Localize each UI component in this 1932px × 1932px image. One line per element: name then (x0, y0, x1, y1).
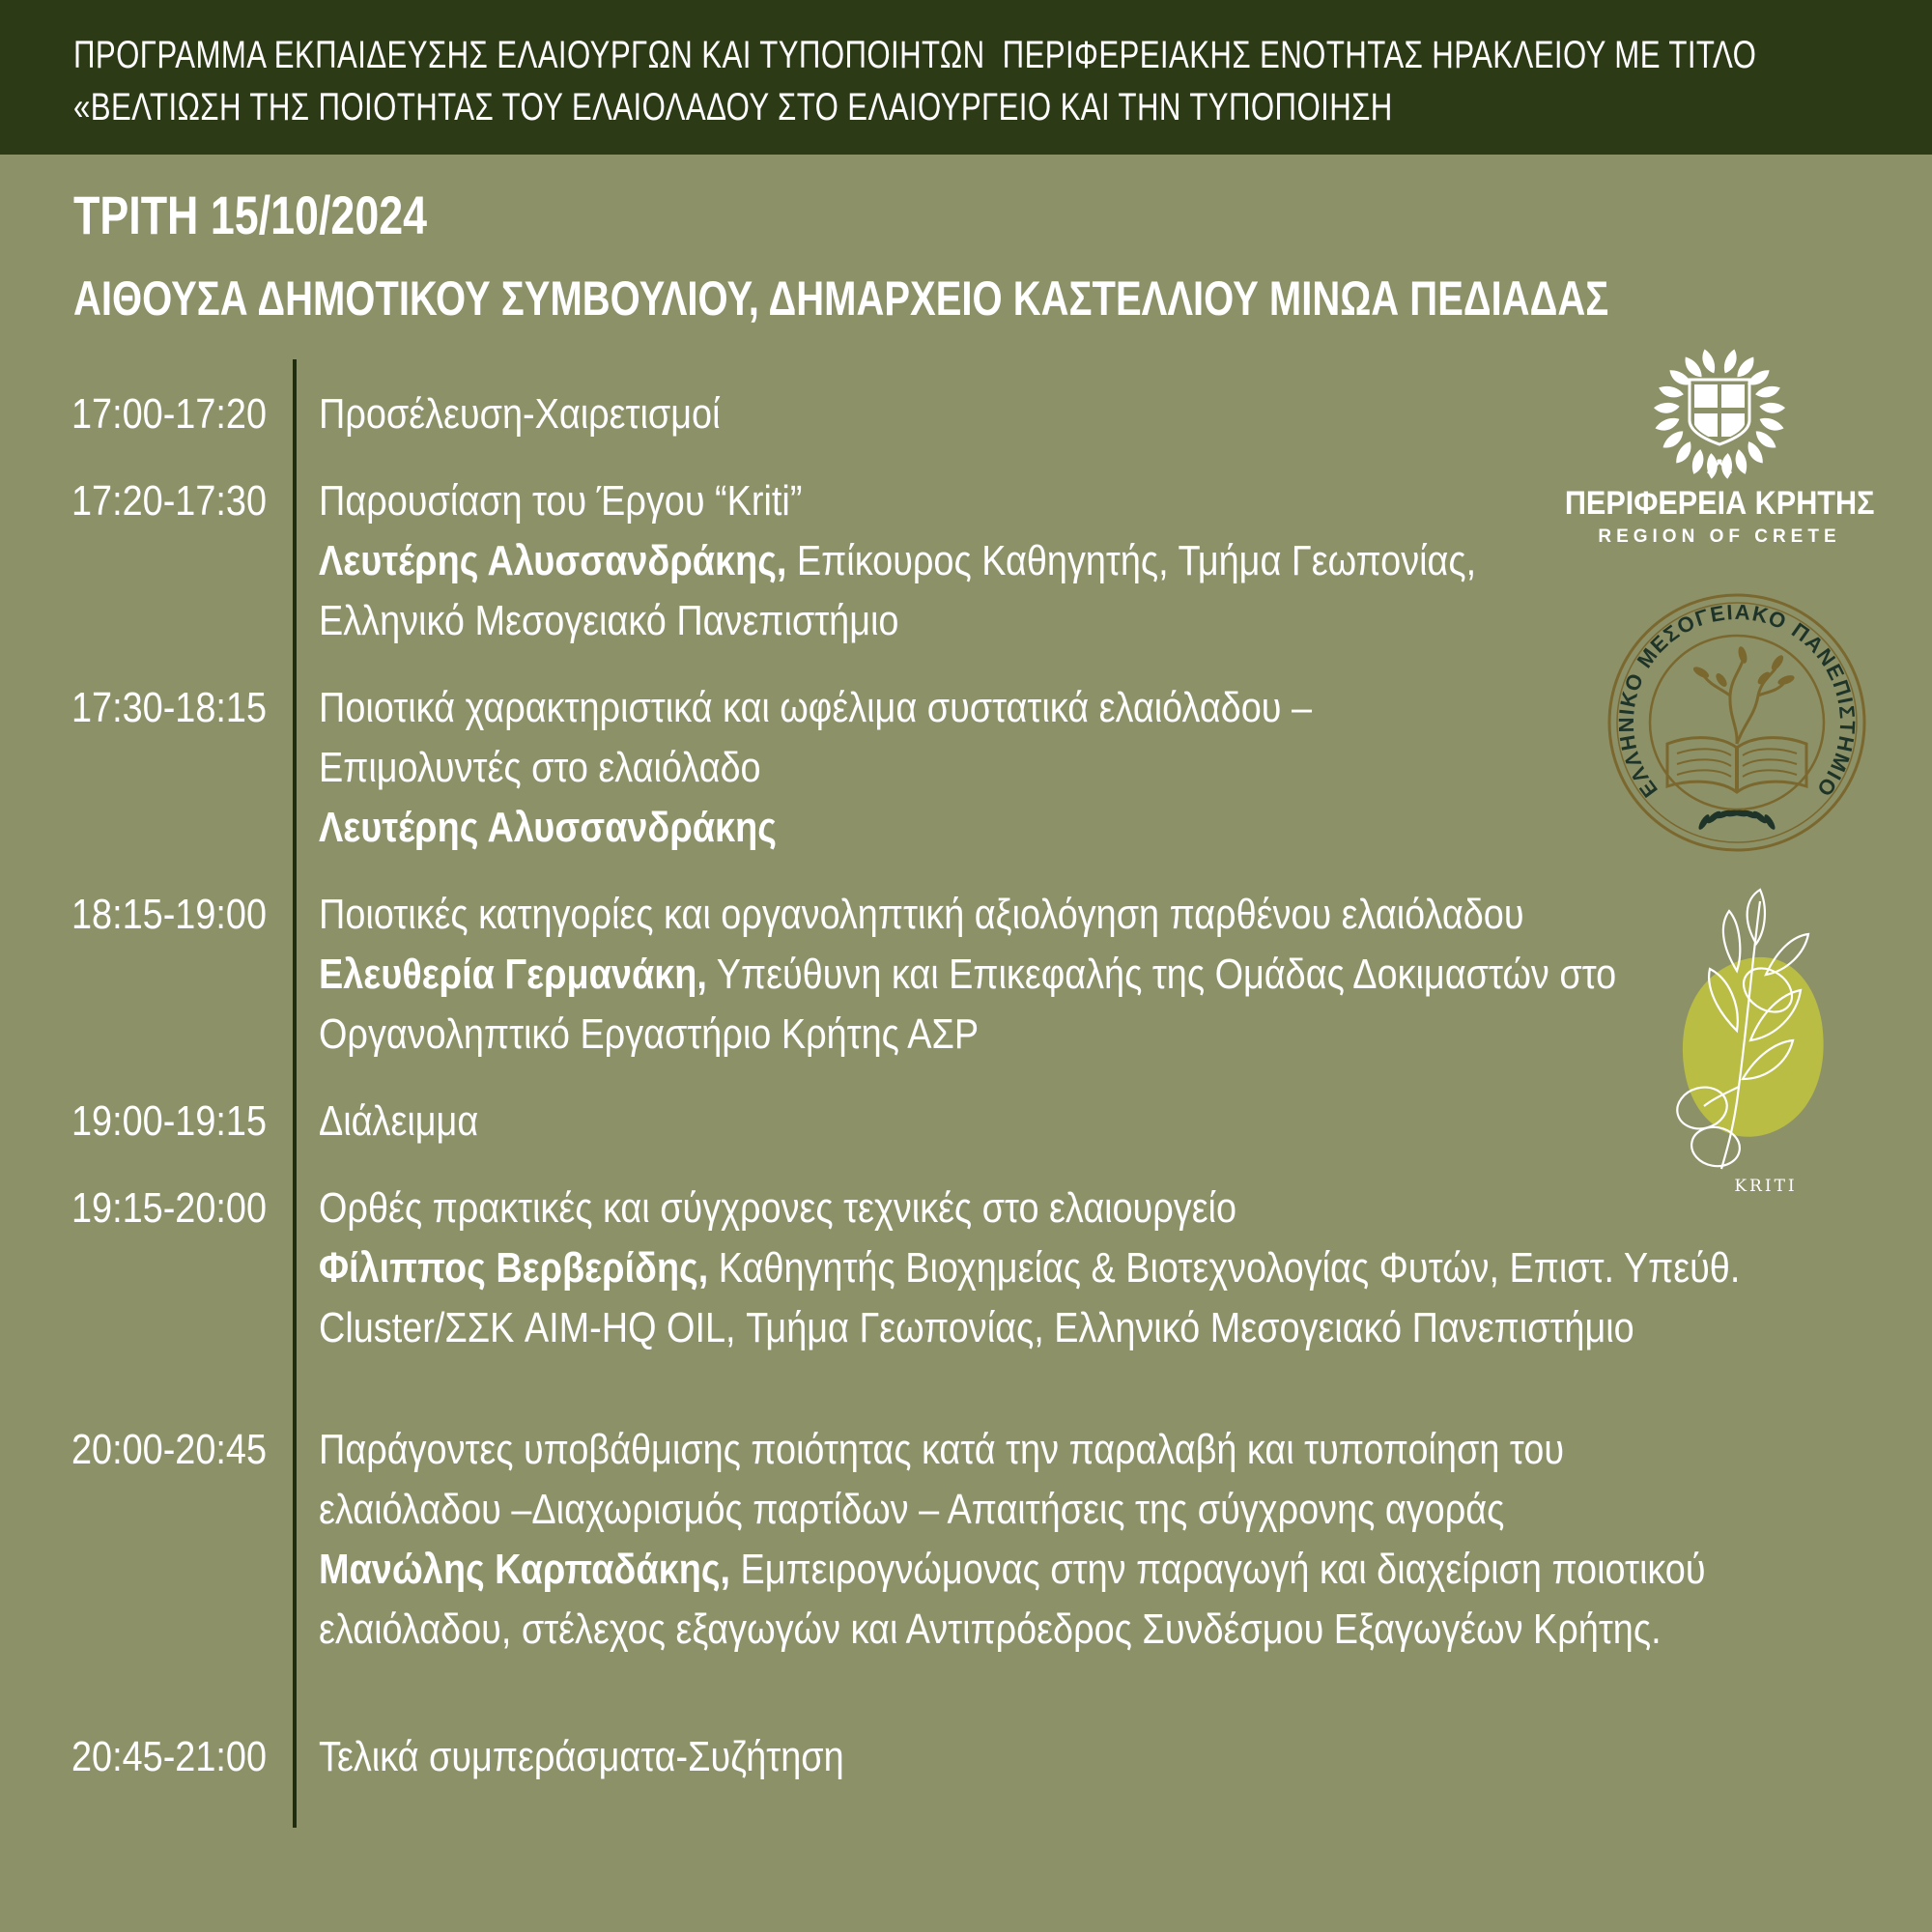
region-of-crete-title-text: ΠΕΡΙΦΕΡΕΙΑ ΚΡΗΤΗΣ (1564, 485, 1875, 522)
session-line (319, 1727, 1893, 1787)
session-line (319, 1540, 1931, 1600)
tree-book-seal-icon (1602, 587, 1872, 858)
program-title-line2 (73, 81, 1932, 133)
speaker-name: Λευτέρης Αλυσσανδράκης, (319, 537, 787, 584)
session-time: 20:00-20:45 (71, 1426, 267, 1473)
session-content (319, 1420, 1931, 1660)
session-row (0, 1727, 1893, 1787)
session-time: 17:30-18:15 (71, 684, 267, 731)
university-seal-text: ΕΛΛΗΝΙΚΟ ΜΕΣΟΓΕΙΑΚΟ ΠΑΝΕΠΙΣΤΗΜΙΟ (1613, 599, 1861, 803)
region-of-crete-subtitle: REGION OF CRETE (1598, 526, 1841, 547)
session-time: 17:00-17:20 (71, 390, 267, 438)
speaker-name: Φίλιππος Βερβερίδης, (319, 1244, 709, 1292)
event-venue-heading (73, 270, 1932, 327)
session-text: Παρουσίαση του Έργου “Kriti” (319, 477, 803, 525)
session-text: Υπεύθυνη και Επικεφαλής της Ομάδας Δοκιμαστών στο (706, 951, 1617, 998)
session-text: Οργανοληπτικό Εργαστήριο Κρήτης ΑΣΡ (319, 1010, 980, 1058)
speaker-name: Ελευθερία Γερμανάκη, (319, 951, 707, 998)
program-title-banner (0, 0, 1932, 155)
session-content (319, 1727, 1893, 1787)
event-venue-text: ΑΙΘΟΥΣΑ ΔΗΜΟΤΙΚΟΥ ΣΥΜΒΟΥΛΙΟΥ, ΔΗΜΑΡΧΕΙΟ ΚΑΣΤΕΛΛΙΟΥ ΜΙΝΩΑ ΠΕΔΙΑΔΑΣ (73, 271, 1609, 326)
session-line (319, 1480, 1931, 1540)
session-time: 19:00-19:15 (71, 1097, 267, 1145)
session-row (0, 1092, 1893, 1151)
session-text: Ορθές πρακτικές και σύγχρονες τεχνικές στο ελαιουργείο (319, 1184, 1237, 1232)
session-time: 19:15-20:00 (71, 1184, 267, 1232)
program-title-line1 (73, 29, 1932, 81)
kriti-logo (1642, 884, 1855, 1203)
session-text: Ελληνικό Μεσογειακό Πανεπιστήμιο (319, 597, 899, 644)
event-date-text: ΤΡΙΤΗ 15/10/2024 (73, 185, 428, 245)
program-title-line1-text: ΠΡΟΓΡΑΜΜΑ ΕΚΠΑΙΔΕΥΣΗΣ ΕΛΑΙΟΥΡΓΩΝ ΚΑΙ ΤΥΠΟΠΟΙΗΤΩΝ ΠΕΡΙΦΕΡΕΙΑΚΗΣ ΕΝΟΤΗΤΑΣ ΗΡΑΚΛΕΙΟΥ ΜΕ ΤΙΤΛΟ (73, 34, 1757, 76)
session-row (0, 1420, 1893, 1660)
session-time: 17:20-17:30 (71, 477, 267, 525)
session-text: Ποιοτικές κατηγορίες και οργανοληπτική αξιολόγηση παρθένου ελαιόλαδου (319, 891, 1524, 938)
session-text: Ποιοτικά χαρακτηριστικά και ωφέλιμα συστατικά ελαιόλαδου – (319, 684, 1313, 731)
program-title-line2-text: «ΒΕΛΤΙΩΣΗ ΤΗΣ ΠΟΙΟΤΗΤΑΣ ΤΟΥ ΕΛΑΙΟΛΑΔΟΥ ΣΤΟ ΕΛΑΙΟΥΡΓΕΙΟ ΚΑΙ ΤΗΝ ΤΥΠΟΠΟΙΗΣΗ (73, 86, 1393, 128)
session-text: Εμπειρογνώμονας στην παραγωγή και διαχείριση ποιοτικού (730, 1546, 1706, 1593)
event-date-heading (73, 184, 516, 246)
session-text: Cluster/ΣΣΚ AIM-HQ OIL, Τμήμα Γεωπονίας, Ελληνικό Μεσογειακό Πανεπιστήμιο (319, 1304, 1634, 1351)
session-text: ελαιόλαδου –Διαχωρισμός παρτίδων – Απαιτήσεις της σύγχρονης αγοράς (319, 1486, 1505, 1533)
session-row (0, 1179, 1893, 1358)
session-time: 18:15-19:00 (71, 891, 267, 938)
session-row (0, 885, 1893, 1065)
session-text: Παράγοντες υποβάθμισης ποιότητας κατά την παραλαβή και τυποποίηση του (319, 1426, 1565, 1473)
session-text: Προσέλευση-Χαιρετισμοί (319, 390, 721, 438)
session-line (319, 1600, 1931, 1660)
session-line (319, 1238, 1932, 1298)
laurel-wreath-shield-icon (1546, 340, 1893, 485)
session-line (319, 1420, 1931, 1480)
region-of-crete-logo (1546, 340, 1893, 548)
session-line (319, 1298, 1932, 1358)
speaker-name: Μανώλης Καρπαδάκης, (319, 1546, 731, 1593)
session-text: ελαιόλαδου, στέλεχος εξαγωγών και Αντιπρόεδρος Συνδέσμου Εξαγωγέων Κρήτης. (319, 1605, 1662, 1653)
olive-branch-icon (1642, 884, 1855, 1203)
session-text: Τελικά συμπεράσματα-Συζήτηση (319, 1733, 844, 1780)
kriti-label: KRITI (1734, 1177, 1798, 1196)
speaker-name: Λευτέρης Αλυσσανδράκης (319, 804, 777, 851)
session-text: Καθηγητής Βιοχημείας & Βιοτεχνολογίας Φυτών, Επιστ. Υπεύθ. (708, 1244, 1741, 1292)
session-text: Επιμολυντές στο ελαιόλαδο (319, 744, 761, 791)
session-content (319, 1179, 1932, 1358)
university-seal-logo (1602, 587, 1872, 858)
session-time: 20:45-21:00 (71, 1733, 267, 1780)
session-text: Επίκουρος Καθηγητής, Τμήμα Γεωπονίας, (786, 537, 1477, 584)
session-text: Διάλειμμα (319, 1097, 479, 1145)
region-of-crete-title (1546, 485, 1893, 523)
